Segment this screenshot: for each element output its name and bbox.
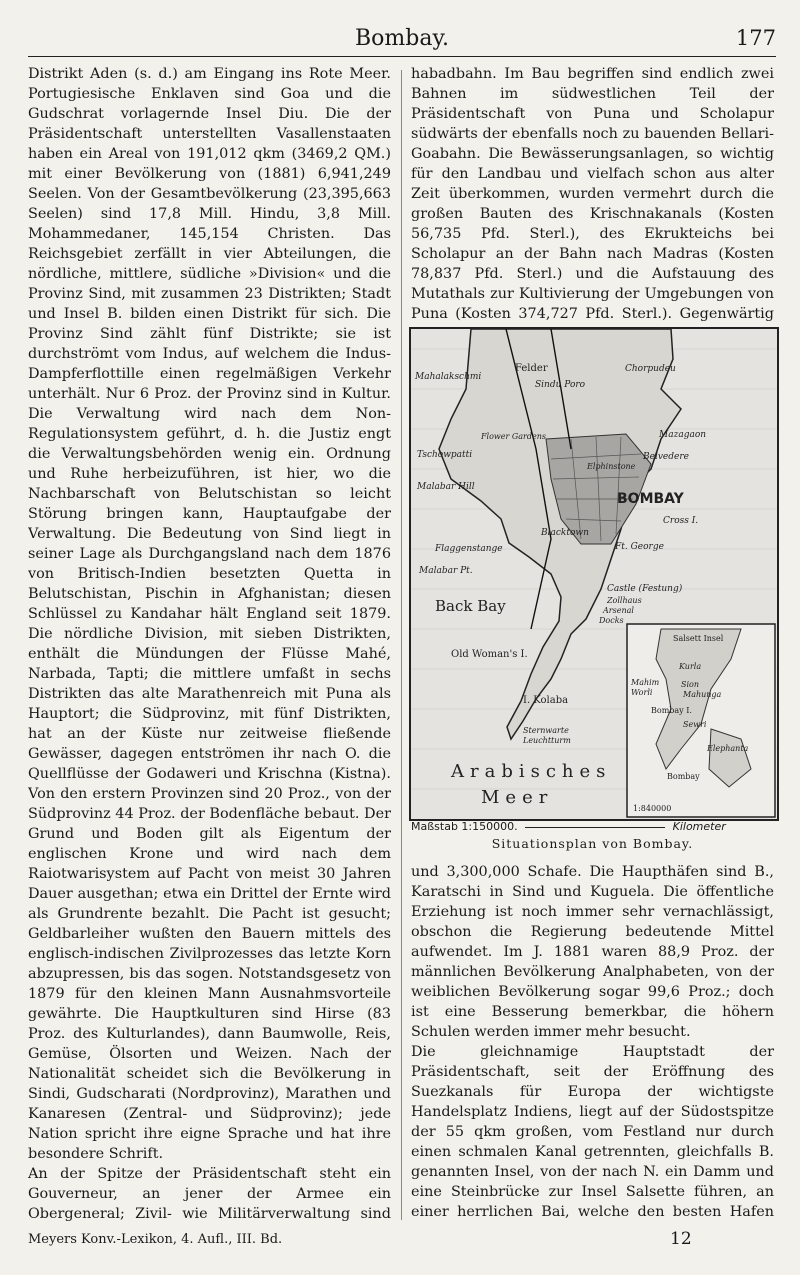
map-scale [411, 820, 774, 833]
column-divider [401, 70, 402, 1220]
label-sternwarte: Sternwarte [523, 726, 569, 735]
paragraph: habadbahn. Im Bau begriffen sind endlich zwei Bahnen im südwestlichen Teil der Präsidentschaft von Puna und Scholapur südwärts der ebenfalls noch zu bauenden Bellari-Goabahn. Die Bewässerungsanlagen, so wichtig für den Landbau und vielfach schon aus alter Zeit überkommen, wurden vermehrt durch die großen Bauten des Krischnakanals (Kosten 56,735 Pfd. Sterl.), des Ekrukteichs bei Scholapur an der Bahn nach Madras (Kosten 78,837 Pfd. Sterl.) und die Aufstauung des Mutathals zur Kultivierung der Umgebungen von Puna (Kosten 374,727 Pfd. Sterl.). Gegenwärtig [411, 66, 774, 322]
label-old-womans: Old Woman's I. [451, 649, 528, 660]
label-blacktown: Blacktown [541, 528, 589, 538]
label-elphinstone: Elphinstone [587, 462, 636, 471]
map-scale-text: Maßstab 1:150000. [411, 820, 518, 833]
sheet-number: 12 [670, 1229, 692, 1249]
label-arsenal: Arsenal [603, 606, 634, 615]
label-leuchtturm: Leuchtturm [523, 736, 571, 745]
label-belvedere: Belvedere [643, 452, 689, 462]
label-mazagaon: Mazagaon [659, 430, 707, 440]
label-inset-kurla: Kurla [679, 662, 702, 671]
label-kolaba: I. Kolaba [523, 695, 569, 706]
paragraph: Distrikt Aden (s. d.) am Eingang ins Rote Meer. Portugiesische Enklaven sind Goa und die Gudschrat vorlagernde Insel Diu. Die der Präsidentschaft unterstellten Vasallenstaaten haben ein Areal von 191,012 qkm (3469,2 QM.) mit einer Bevölkerung von (1881) 6,941,249 Seelen. Von der Gesamtbevölkerung (23,395,663 Seelen) sind 17,8 Mill. Hindu, 3,8 Mill. Mohammedaner, 145,154 Christen. Das Reichsgebiet zerfällt in vier Abteilungen, die nördliche, mittlere, südliche »Division« und die Provinz Sind, mit zusammen 23 Distrikten; Stadt und Insel B. bilden einen Distrikt für sich. Die Provinz Sind zählt fünf Distrikte; sie ist durchströmt vom Indus, auf welchem die Indus-Dampferflottille einen regelmäßigen Verkehr unterhält. Nur 6 Proz. der Provinz sind in Kultur. Die Verwaltung wird nach dem Non-Regulationsystem geführt, d. h. die Justiz engt die Verwaltungsbehörden wenig ein. Ordnung und Ruhe herbeizuführen, ist hier, wo die Nachbarschaft von Belutschistan so leicht Störung bringen kann, Hauptaufgabe der Verwaltung. Die Bedeutung von Sind liegt in seiner Lage als Durchgangsland nach dem 1876 von Britisch-Indien besetzten Quetta in Belutschistan, Pischin in Afghanistan; diesen Schlüssel zu Kandahar hält England seit 1879. Die nördliche Division, mit sieben Distrikten, enthält die Mündungen der Flüsse Mahé, Narbada, Tapti; die mittlere umfaßt in sechs Distrikten das alte Marathenreich mit Puna als Hauptort; die Südprovinz, mit fünf Distrikten, hat an der Küste nur zeitweise fließende Gewässer, dagegen entströmen ihr nach O. die Quellflüsse der Godaweri und Krischna (Kistna). Von den erstern Provinzen sind 20 Proz., von der Südprovinz 44 Proz. der Bodenfläche bebaut. Der Grund und Boden gilt als Eigentum der englischen Krone und wird nach dem Raiotwarisystem auf Pacht von meist 30 Jahren Dauer ausgethan; etwa ein Drittel der Ernte wird als Grundrente bezahlt. Die Pacht ist gesucht; Geldbarleiher wußten den Bauern mittels des englisch-indischen Zivilprozesses das letzte Korn abzupressen, bis das sogen. Notstandsgesetz von 1879 für den kleinen Mann Ausnahmsvorteile gewährte. Die Hauptkulturen sind Hirse (83 Proz. des Kulturlandes), dann Baumwolle, Reis, Gemüse, Ölsorten und Weizen. Nach der Nationalität scheidet sich die Bevölkerung in Sindi, Gudscharati (Nordprovinz), Marathen und Kanaresen (Zentral- und Südprovinz); jede Nation spricht ihre eigne Sprache und hat ihre besondere Schrift. [28, 66, 391, 1162]
label-inset-sion: Sion [681, 680, 700, 689]
label-inset-salsett: Salsett Insel [673, 634, 724, 643]
map-scale-units: Kilometer [672, 820, 726, 833]
label-cross: Cross I. [663, 516, 699, 526]
footer-source: Meyers Konv.-Lexikon, 4. Aufl., III. Bd. [28, 1232, 283, 1247]
right-column-bottom [411, 862, 774, 1222]
label-flaggenstange: Flaggenstange [435, 544, 503, 554]
label-malabar-hill: Malabar Hill [417, 482, 475, 492]
label-meer: Meer [481, 787, 554, 808]
scale-bar [525, 827, 665, 828]
label-chorpudeu: Chorpudeu [625, 364, 676, 374]
paragraph: und 3,300,000 Schafe. Die Haupthäfen sind B., Karatschi in Sind und Kuguela. Die öffentliche Erziehung ist noch immer sehr vernachlässigt, obschon die Regierung bedeutende Mittel aufwendet. Im J. 1881 waren 88,9 Proz. der männlichen Bevölkerung Analphabeten, von der weiblichen Bevölkerung sogar 99,6 Proz.; doch ist eine Besserung bemerkbar, die höhern Schulen werden immer mehr besucht. [411, 864, 774, 1040]
label-inset-worli: Worli [631, 688, 653, 697]
label-inset-scale: 1:840000 [633, 804, 672, 813]
label-inset-mahim: Mahim [631, 678, 660, 687]
page-number: 177 [735, 26, 776, 50]
label-inset-elephanta: Elephanta [707, 744, 749, 753]
label-malabar-pt: Malabar Pt. [419, 566, 473, 576]
running-title: Bombay. [355, 26, 449, 51]
label-inset-sewri: Sewri [683, 720, 707, 729]
paragraph: An der Spitze der Präsidentschaft steht ein Gouverneur, an jener der Armee ein Obergeneral; Zivil- wie Militärverwaltung sind [28, 1166, 391, 1222]
label-inset-mahunga: Mahunga [683, 690, 722, 699]
map-figure [409, 327, 779, 821]
label-mahalakschmi: Mahalakschmi [415, 372, 482, 382]
label-castle: Castle (Festung) [607, 584, 683, 594]
label-zollhaus: Zollhaus [607, 596, 642, 605]
situation-map [411, 329, 777, 819]
label-arabisches: Arabisches [451, 761, 612, 782]
label-george: Ft. George [615, 542, 664, 552]
label-docks: Docks [599, 616, 624, 625]
label-felder: Felder [515, 363, 548, 374]
paragraph: Die gleichnamige Hauptstadt der Präsidentschaft, seit der Eröffnung des Suezkanals für Europa der wichtigste Handelsplatz Indiens, liegt auf der Südostspitze der 55 qkm großen, vom Festland nur durch einen schmalen Kanal getrennten, gleichfalls B. genannten Insel, von der nach N. ein Damm und eine Steinbrücke zur Insel Salsette führen, an einer herrlichen Bai, welche den besten Hafen [411, 1044, 774, 1220]
label-inset-bombay: Bombay [667, 772, 700, 781]
right-column-top [411, 64, 774, 324]
page-header [28, 22, 776, 57]
label-back-bay: Back Bay [435, 597, 506, 615]
label-sindu: Sindu Poro [535, 380, 586, 390]
left-column [28, 64, 391, 1224]
label-bombay: BOMBAY [617, 491, 684, 507]
map-caption: Situationsplan von Bombay. [491, 836, 694, 851]
label-inset-bombay-i: Bombay I. [651, 706, 692, 715]
label-flower: Flower Gardens [481, 432, 546, 441]
label-tschowpatti: Tschowpatti [417, 450, 473, 460]
